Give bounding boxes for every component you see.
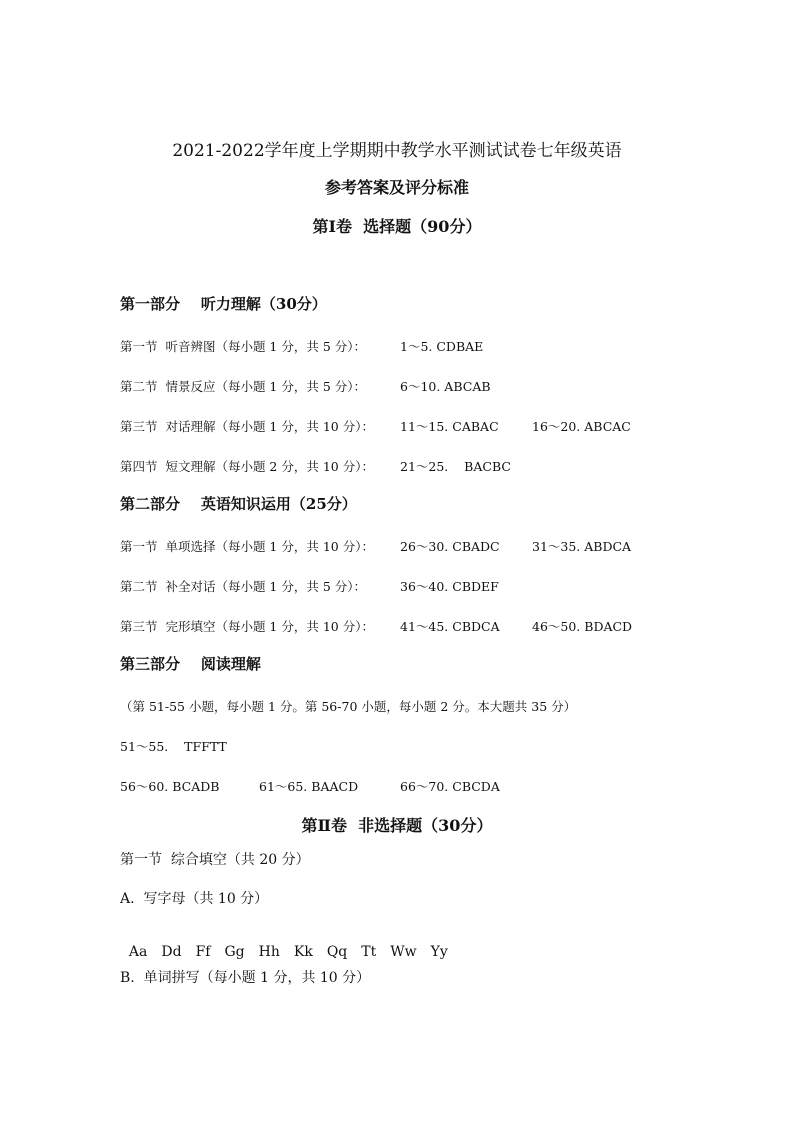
- letter-pair: Kk: [293, 944, 313, 960]
- part2-section1-answer-a: 26～30. CBADC: [400, 539, 500, 554]
- part2-section3-label: 第三节 完形填空（每小题 1 分，共 10 分）：: [120, 619, 374, 634]
- part2-section1-label: 第一节 单项选择（每小题 1 分，共 10 分）：: [120, 539, 374, 554]
- letter-pair: Aa: [128, 944, 148, 960]
- part1-section1-answer: 1～5. CDBAE: [400, 339, 484, 354]
- part3-answer-61-65: 61～65. BAACD: [259, 779, 359, 794]
- part1-section4-answer: 21～25. BACBC: [400, 459, 511, 474]
- part2-section3-answer-b: 46～50. BDACD: [532, 619, 633, 634]
- letter-pair: Tt: [361, 944, 377, 960]
- volume-1-heading: 第Ⅰ卷 选择题（90分）: [312, 217, 482, 236]
- part2-section2-label: 第二节 补全对话（每小题 1 分，共 5 分）：: [120, 579, 366, 594]
- letters-row: [120, 928, 462, 960]
- part1-section4-label: 第四节 短文理解（每小题 2 分，共 10 分）：: [120, 459, 374, 474]
- part1-section2-label: 第二节 情景反应（每小题 1 分，共 5 分）：: [120, 379, 366, 394]
- letter-pair: Dd: [161, 944, 182, 960]
- letter-pair: Hh: [258, 944, 280, 960]
- part2-section2-answer: 36～40. CBDEF: [400, 579, 499, 594]
- part1-section3-label: 第三节 对话理解（每小题 1 分，共 10 分）：: [120, 419, 374, 434]
- section-a-label: A. 写字母（共 10 分）: [120, 891, 269, 907]
- letter-pair: Gg: [224, 944, 245, 960]
- part3-answer-56-60: 56～60. BCADB: [120, 779, 220, 794]
- part1-heading: 第一部分 听力理解（30分）: [120, 295, 327, 313]
- document-title: 2021-2022学年度上学期期中教学水平测试试卷七年级英语: [172, 141, 622, 161]
- volume-2-heading: 第Ⅱ卷 非选择题（30分）: [301, 816, 493, 835]
- part2-section3-answer-a: 41～45. CBDCA: [400, 619, 500, 634]
- part1-section1-label: 第一节 听音辨图（每小题 1 分，共 5 分）：: [120, 339, 366, 354]
- volume2-section1: 第一节 综合填空（共 20 分）: [120, 852, 310, 868]
- part1-section2-answer: 6～10. ABCAB: [400, 379, 491, 394]
- part3-answer-66-70: 66～70. CBCDA: [400, 779, 500, 794]
- part2-heading: 第二部分 英语知识运用（25分）: [120, 495, 357, 513]
- part3-note: （第 51-55 小题，每小题 1 分。第 56-70 小题，每小题 2 分。本大题共 35 分）: [120, 699, 577, 714]
- document-subtitle: 参考答案及评分标准: [324, 178, 469, 197]
- part3-answer-row1: 51～55. TFFTT: [120, 739, 227, 754]
- letter-pair: Qq: [326, 944, 348, 960]
- part3-heading: 第三部分 阅读理解: [120, 655, 261, 673]
- part1-section3-answer-b: 16～20. ABCAC: [532, 419, 631, 434]
- letter-pair: Ff: [195, 944, 211, 960]
- section-b-label: B. 单词拼写（每小题 1 分，共 10 分）: [120, 970, 371, 986]
- letter-pair: Ww: [390, 944, 417, 960]
- part1-section3-answer-a: 11～15. CABAC: [400, 419, 499, 434]
- letter-pair: Yy: [430, 944, 448, 960]
- part2-section1-answer-b: 31～35. ABDCA: [532, 539, 632, 554]
